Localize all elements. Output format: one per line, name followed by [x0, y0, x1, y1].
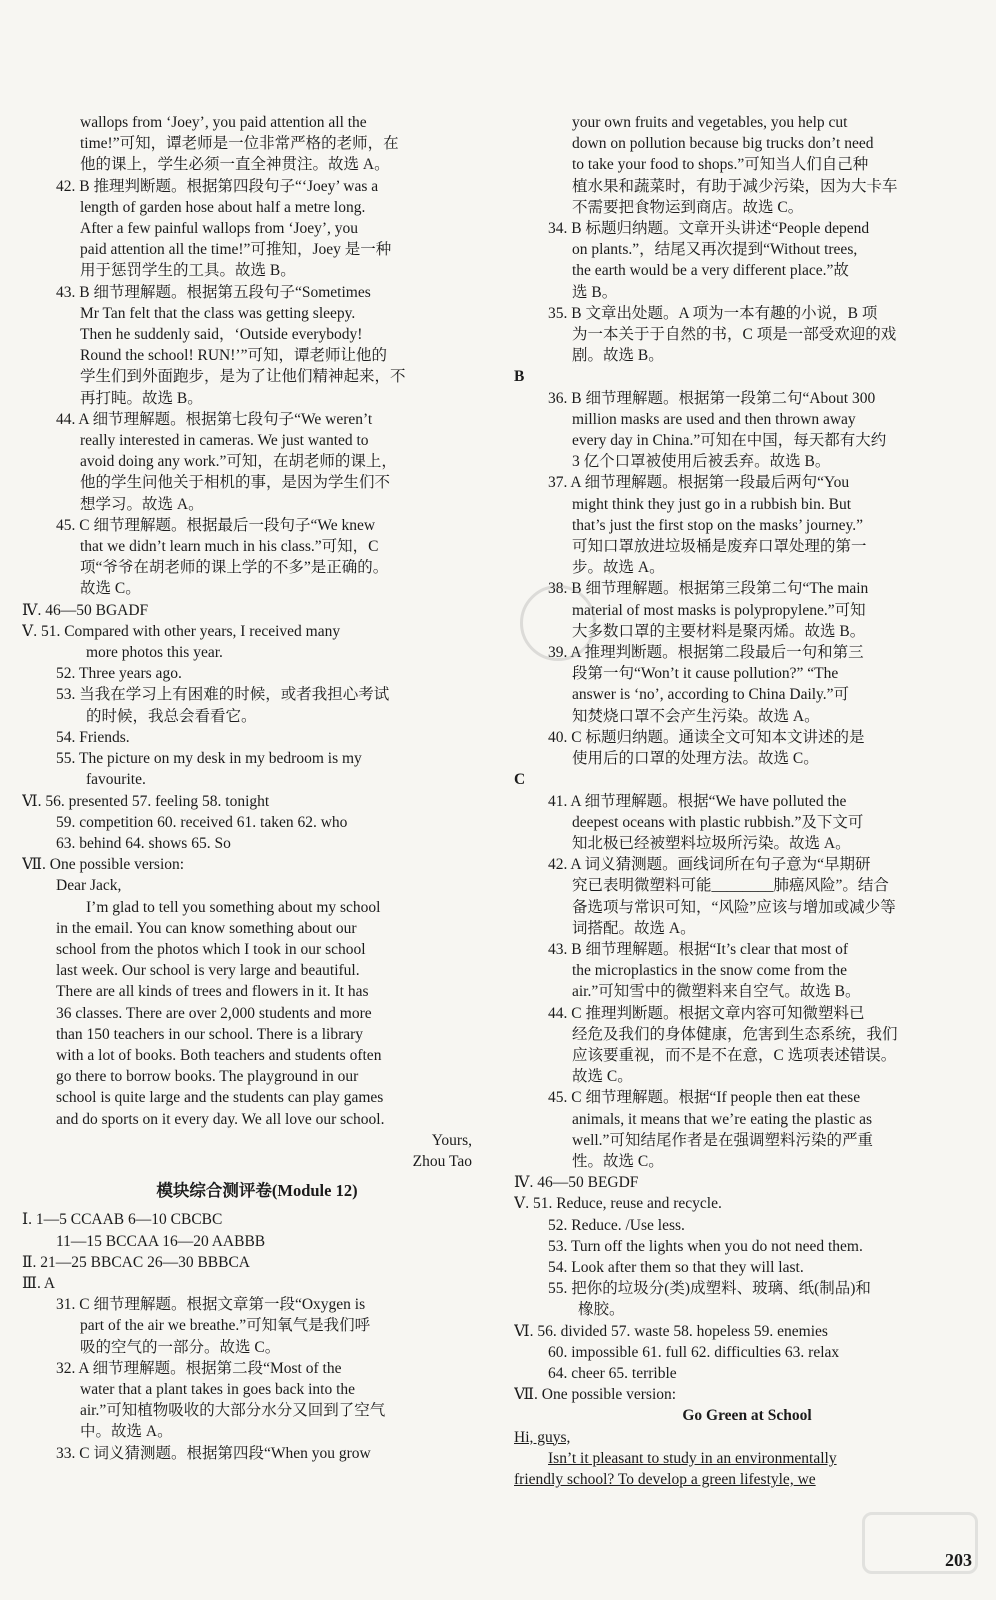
text-line: down on pollution because big trucks don’t need	[572, 135, 874, 153]
text-line: Ⅳ. 46—50 BGADF	[22, 601, 149, 619]
text-line: 45. C 细节理解题。根据“If people then eat these	[548, 1089, 861, 1107]
text-line: Ⅰ. 1—5 CCAAB 6—10 CBCBC	[22, 1211, 223, 1229]
text-line: 52. Reduce. /Use less.	[548, 1216, 685, 1234]
text-line: 段第一句“Won’t it cause pollution?” “The	[572, 665, 839, 683]
text-line: 项“爷爷在胡老师的课上学的不多”是正确的。	[80, 559, 389, 577]
text-line: 44. C 推理判断题。根据文章内容可知微塑料已	[548, 1004, 865, 1022]
text-line: 33. C 词义猜测题。根据第四段“When you grow	[56, 1444, 371, 1462]
text-line: 不需要把食物运到商店。故选 C。	[572, 198, 804, 216]
text-line: paid attention all the time!”可推知，Joey 是一种	[80, 241, 392, 259]
text-line: C	[514, 771, 526, 789]
text-line: 性。故选 C。	[572, 1152, 664, 1170]
text-line: 应该要重视，而不是不在意，C 选项表述错误。	[572, 1046, 897, 1064]
text-line: than 150 teachers in our school. There is a library	[56, 1025, 364, 1043]
text-line: Then he suddenly said，‘Outside everybody!	[80, 326, 363, 344]
text-line: million masks are used and then thrown away	[572, 410, 856, 428]
text-line: in the email. You can know something about our	[56, 919, 357, 937]
left-column	[22, 112, 492, 1464]
text-line: 剧。故选 B。	[572, 347, 664, 365]
section-title: 模块综合测评卷(Module 12)	[156, 1181, 358, 1201]
text-line: 43. B 细节理解题。根据“It’s clear that most of	[548, 940, 849, 958]
text-line: favourite.	[86, 771, 146, 789]
text-line: Yours,	[431, 1131, 472, 1149]
text-line: school is quite large and the students can play games	[56, 1089, 384, 1107]
text-line: the earth would be a very different place.”故	[572, 262, 849, 280]
text-line: 39. A 推理判断题。根据第二段最后一句和第三	[548, 644, 864, 662]
text-line: 可知口罩放进垃圾桶是废弃口罩处理的第一	[572, 538, 867, 556]
text-line: really interested in cameras. We just wanted to	[80, 432, 369, 450]
text-line: length of garden hose about half a metre long.	[80, 198, 366, 216]
text-line: might think they just go in a rubbish bin. But	[572, 495, 851, 513]
text-line: Ⅴ. 51. Reduce, reuse and recycle.	[514, 1195, 722, 1213]
text-line: and do sports on it every day. We all love our school.	[56, 1110, 385, 1128]
text-line: 想学习。故选 A。	[80, 495, 204, 513]
text-line: 究已表明微塑料可能________肺癌风险”。结合	[572, 877, 889, 895]
text-line: 他的学生问他关于相机的事，是因为学生们不	[80, 474, 391, 492]
text-line: 52. Three years ago.	[56, 665, 182, 683]
text-line: Ⅱ. 21—25 BBCAC 26—30 BBBCA	[22, 1253, 251, 1271]
page-number: 203	[945, 1550, 972, 1570]
text-line: 43. B 细节理解题。根据第五段句子“Sometimes	[56, 283, 371, 301]
text-line: go there to borrow books. The playground in our	[56, 1068, 359, 1086]
text-line: After a few painful wallops from ‘Joey’, you	[80, 220, 359, 238]
text-line: to take your food to shops.”可知当人们自己种	[572, 156, 869, 174]
text-line: 40. C 标题归纳题。通读全文可知本文讲述的是	[548, 728, 865, 746]
text-line: 37. A 细节理解题。根据第一段最后两句“You	[548, 474, 850, 492]
text-line: 他的课上，学生必须一直全神贯注。故选 A。	[80, 156, 390, 174]
text-line: avoid doing any work.”可知，在胡老师的课上，	[80, 453, 397, 471]
text-line: 59. competition 60. received 61. taken 62. who	[56, 813, 348, 831]
text-line: 53. Turn off the lights when you do not need them.	[548, 1237, 863, 1255]
text-line: wallops from ‘Joey’, you paid attention all the	[80, 114, 367, 131]
text-line: your own fruits and vegetables, you help cut	[572, 114, 848, 131]
text-line: part of the air we breathe.”可知氧气是我们呼	[80, 1317, 371, 1335]
text-line: more photos this year.	[86, 644, 223, 662]
text-line: 36 classes. There are over 2,000 students and more	[56, 1004, 372, 1022]
text-line: the microplastics in the snow come from the	[572, 962, 848, 980]
text-line: B	[514, 368, 525, 386]
text-line: water that a plant takes in goes back into the	[80, 1380, 356, 1398]
text-line: Ⅳ. 46—50 BEGDF	[514, 1174, 639, 1192]
text-line: 35. B 文章出处题。A 项为一本有趣的小说，B 项	[548, 304, 878, 322]
text-line: Ⅵ. 56. divided 57. waste 58. hopeless 59. enemies	[514, 1322, 828, 1340]
text-line: that’s just the first stop on the masks’ journey.”	[572, 516, 864, 534]
text-line: Ⅶ. One possible version:	[514, 1386, 677, 1404]
text-line: 42. A 词义猜测题。画线词所在句子意为“早期研	[548, 856, 871, 874]
text-line: 36. B 细节理解题。根据第一段第二句“About 300	[548, 389, 876, 407]
text-line: 经危及我们的身体健康，危害到生态系统，我们	[572, 1025, 898, 1043]
text-line: well.”可知结尾作者是在强调塑料污染的严重	[572, 1131, 873, 1149]
text-line: There are all kinds of trees and flowers in it. It has	[56, 983, 369, 1001]
text-line: school from the photos which I took in our school	[56, 940, 366, 958]
text-line: every day in China.”可知在中国，每天都有大约	[572, 432, 887, 450]
text-line: 吸的空气的一部分。故选 C。	[80, 1338, 281, 1356]
text-line: 词搭配。故选 A。	[572, 919, 696, 937]
text-line: time!”可知，谭老师是一位非常严格的老师，在	[80, 135, 399, 153]
text-line: Ⅴ. 51. Compared with other years, I received many	[22, 622, 341, 640]
text-line: 55. 把你的垃圾分(类)成塑料、玻璃、纸(制品)和	[548, 1280, 871, 1298]
text-line: 的时候，我总会看看它。	[86, 707, 257, 725]
text-line: 故选 C。	[572, 1068, 633, 1086]
text-line: 60. impossible 61. full 62. difficulties 63. relax	[548, 1343, 840, 1361]
text-line: 中。故选 A。	[80, 1423, 173, 1441]
text-line: 使用后的口罩的处理方法。故选 C。	[572, 750, 819, 768]
text-line: air.”可知雪中的微塑料来自空气。故选 B。	[572, 983, 861, 1001]
text-line: 54. Friends.	[56, 728, 130, 746]
text-line: 知焚烧口罩不会产生污染。故选 A。	[572, 707, 820, 725]
text-line: with a lot of books. Both teachers and students often	[56, 1046, 382, 1064]
text-line: 41. A 细节理解题。根据“We have polluted the	[548, 792, 847, 810]
text-line: Round the school! RUN!’”可知，谭老师让他的	[80, 347, 387, 365]
text-line: 11—15 BCCAA 16—20 AABBB	[56, 1232, 266, 1250]
text-line: air.”可知植物吸收的大部分水分又回到了空气	[80, 1402, 386, 1420]
text-line: deepest oceans with plastic rubbish.”及下文可	[572, 813, 864, 831]
text-line: I’m glad to tell you something about my school	[86, 898, 381, 916]
text-line: 44. A 细节理解题。根据第七段句子“We weren’t	[56, 410, 373, 428]
text-line: Zhou Tao	[412, 1152, 472, 1170]
text-line: 42. B 推理判断题。根据第四段句子“‘Joey’ was a	[56, 177, 379, 195]
text-line: 植水果和蔬菜时，有助于减少污染，因为大卡车	[572, 177, 898, 195]
text-line: 学生们到外面跑步，是为了让他们精神起来，不	[80, 368, 406, 386]
text-line: 38. B 细节理解题。根据第三段第二句“The main	[548, 580, 869, 598]
text-line: 31. C 细节理解题。根据文章第一段“Oxygen is	[56, 1296, 366, 1314]
text-line: 53. 当我在学习上有困难的时候，或者我担心考试	[56, 686, 390, 704]
text-line: Isn’t it pleasant to study in an environmentally	[548, 1449, 837, 1467]
text-line: 用于惩罚学生的工具。故选 B。	[80, 262, 296, 280]
text-line: material of most masks is polypropylene.”可知	[572, 601, 866, 619]
text-line: Mr Tan felt that the class was getting sleepy.	[80, 304, 356, 322]
text-line: answer is ‘no’, according to China Daily.”可	[572, 686, 850, 704]
right-column	[514, 112, 980, 1490]
text-line: 为一本关于于自然的书，C 项是一部受欢迎的戏	[572, 326, 897, 344]
text-line: 步。故选 A。	[572, 559, 665, 577]
text-line: last week. Our school is very large and beautiful.	[56, 962, 360, 980]
text-line: 55. The picture on my desk in my bedroom is my	[56, 750, 362, 768]
text-line: 32. A 细节理解题。根据第二段“Most of the	[56, 1359, 342, 1377]
text-line: Ⅲ. A	[22, 1274, 56, 1292]
text-line: friendly school? To develop a green lifestyle, we	[514, 1471, 816, 1488]
text-line: 34. B 标题归纳题。文章开头讲述“People depend	[548, 220, 870, 238]
text-line: Ⅶ. One possible version:	[22, 856, 185, 874]
text-line: 橡胶。	[578, 1301, 625, 1319]
text-line: Ⅵ. 56. presented 57. feeling 58. tonight	[22, 792, 270, 810]
text-line: 再打盹。故选 B。	[80, 389, 203, 407]
text-line: 3 亿个口罩被使用后被丢弃。故选 B。	[572, 453, 831, 471]
text-line: 大多数口罩的主要材料是聚丙烯。故选 B。	[572, 622, 866, 640]
text-line: 选 B。	[572, 283, 618, 301]
text-line: 63. behind 64. shows 65. So	[56, 834, 231, 852]
text-line: 64. cheer 65. terrible	[548, 1364, 677, 1382]
text-line: Dear Jack,	[56, 877, 122, 895]
text-line: Hi, guys,	[514, 1428, 571, 1446]
text-line: 54. Look after them so that they will last.	[548, 1258, 804, 1276]
text-line: that we didn’t learn much in his class.”可知，C	[80, 538, 379, 556]
text-line: animals, it means that we’re eating the plastic as	[572, 1110, 872, 1128]
text-line: 故选 C。	[80, 580, 141, 598]
text-line: 45. C 细节理解题。根据最后一段句子“We knew	[56, 516, 376, 534]
text-line: on plants.”，结尾又再次提到“Without trees,	[572, 241, 858, 259]
text-line: 备选项与常识可知，“风险”应该与增加或减少等	[572, 898, 896, 916]
text-line: 知北极已经被塑料垃圾所污染。故选 A。	[572, 834, 851, 852]
essay-title: Go Green at School	[682, 1407, 812, 1425]
